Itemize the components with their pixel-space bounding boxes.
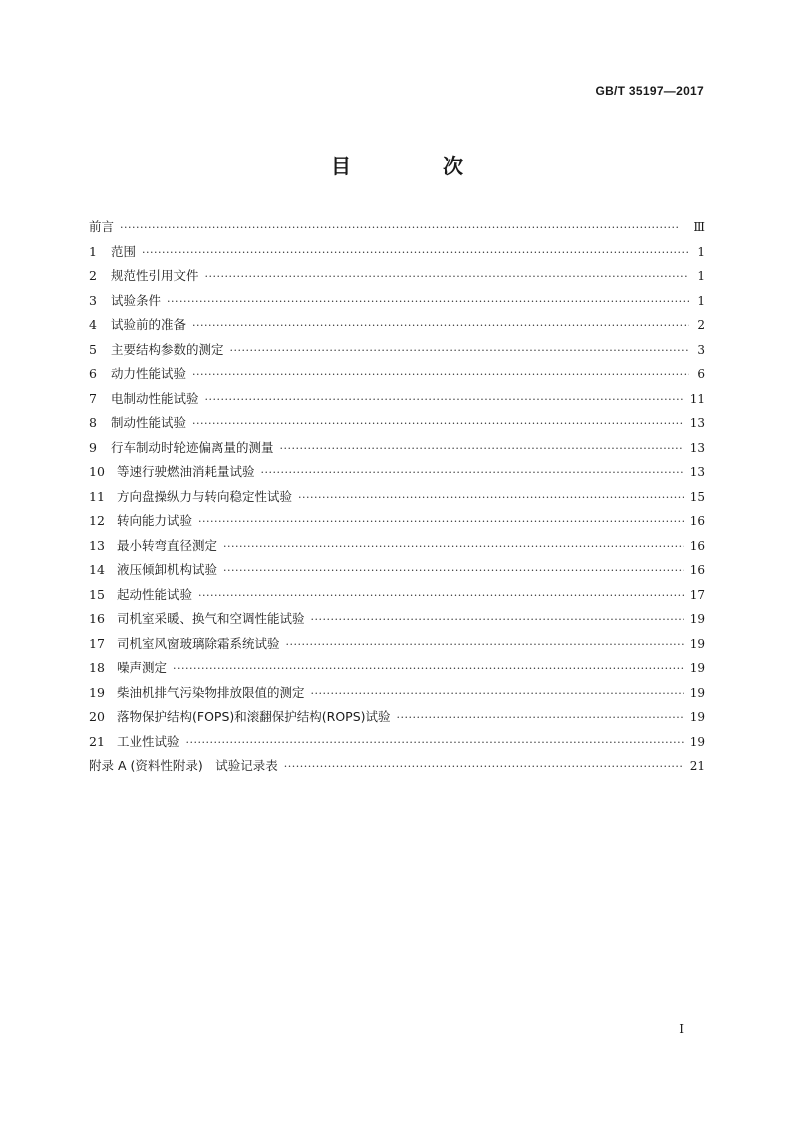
- toc-entry[interactable]: [89, 242, 705, 267]
- toc-entry-number: 2: [89, 268, 97, 283]
- toc-dot-leader: [173, 659, 684, 679]
- toc-entry-number: 9: [89, 439, 97, 455]
- toc-entry-number: 17: [89, 635, 105, 651]
- toc-entry[interactable]: [89, 462, 705, 487]
- toc-dot-leader: [230, 341, 689, 361]
- toc-dot-leader: [311, 684, 684, 704]
- toc-entry[interactable]: [89, 413, 705, 438]
- toc-entry-title: 附录 A (资料性附录) 试验记录表: [89, 758, 278, 773]
- toc-entry-title: 制动性能试验: [111, 415, 187, 430]
- toc-entry-page: 19: [689, 734, 705, 749]
- toc-entry-number: 14: [89, 562, 105, 577]
- toc-entry[interactable]: [89, 634, 705, 659]
- toc-dot-leader: [397, 708, 684, 728]
- toc-entry-title: 噪声测定: [117, 660, 168, 675]
- toc-entry[interactable]: [89, 585, 705, 610]
- toc-entry[interactable]: [89, 560, 705, 585]
- toc-entry-number: 20: [89, 709, 105, 724]
- toc-entry-page: 1: [697, 244, 705, 259]
- toc-entry[interactable]: [89, 291, 705, 316]
- toc-entry-page: 19: [689, 710, 705, 724]
- toc-entry-title: 动力性能试验: [111, 366, 187, 381]
- toc-dot-leader: [192, 365, 689, 385]
- toc-entry[interactable]: [89, 315, 705, 340]
- toc-entry-title: 电制动性能试验: [111, 390, 199, 406]
- toc-entry-page: 16: [689, 514, 705, 528]
- toc-entry-title: 主要结构参数的测定: [111, 341, 224, 357]
- toc-entry[interactable]: [89, 658, 705, 683]
- toc-dot-leader: [223, 537, 684, 557]
- toc-dot-leader: [186, 733, 684, 753]
- toc-entry-title: 规范性引用文件: [111, 268, 199, 283]
- toc-entry-title: 范围: [111, 243, 137, 259]
- toc-entry-title: 最小转弯直径测定: [117, 537, 218, 553]
- toc-dot-leader: [198, 586, 684, 606]
- standard-code: GB/T 35197—2017: [595, 84, 704, 98]
- toc-entry-page: 6: [697, 367, 705, 381]
- toc-entry-number: 1: [89, 243, 97, 259]
- toc-entry-number: 7: [89, 390, 97, 406]
- table-of-contents: [89, 217, 705, 781]
- toc-entry-title: 试验条件: [111, 292, 162, 308]
- toc-entry[interactable]: [89, 683, 705, 708]
- toc-dot-leader: [205, 267, 689, 287]
- toc-entry-page: 13: [689, 440, 705, 455]
- toc-entry-page: 19: [689, 636, 705, 651]
- toc-entry-page: 3: [697, 342, 705, 357]
- toc-entry[interactable]: [89, 487, 705, 512]
- toc-entry-page: 19: [689, 685, 705, 700]
- toc-entry-page: 16: [689, 538, 705, 553]
- toc-entry[interactable]: [89, 266, 705, 291]
- toc-entry-number: 19: [89, 684, 105, 700]
- toc-entry-title: 等速行驶燃油消耗量试验: [117, 464, 255, 479]
- toc-dot-leader: [261, 463, 684, 483]
- toc-entry-page: 21: [689, 759, 705, 773]
- toc-entry-page: 17: [689, 587, 705, 602]
- toc-entry-number: 8: [89, 415, 97, 430]
- toc-dot-leader: [286, 635, 684, 655]
- toc-entry-number: 4: [89, 317, 97, 332]
- toc-dot-leader: [198, 512, 684, 532]
- toc-entry[interactable]: [89, 536, 705, 561]
- toc-entry-page: 15: [689, 489, 705, 504]
- toc-entry-title: 转向能力试验: [117, 513, 193, 528]
- toc-dot-leader: [298, 488, 684, 508]
- toc-entry-title: 液压倾卸机构试验: [117, 562, 218, 577]
- toc-entry-number: 18: [89, 660, 105, 675]
- toc-entry-page: 1: [697, 269, 705, 283]
- toc-entry-page: Ⅲ: [693, 220, 705, 234]
- toc-dot-leader: [223, 561, 684, 581]
- toc-entry-title: 工业性试验: [117, 733, 180, 749]
- page-number: I: [679, 1022, 684, 1036]
- toc-dot-leader: [311, 610, 684, 630]
- toc-dot-leader: [142, 243, 689, 263]
- toc-entry-title: 行车制动时轮迹偏离量的测量: [111, 439, 274, 455]
- toc-entry[interactable]: [89, 609, 705, 634]
- toc-dot-leader: [280, 439, 684, 459]
- toc-entry[interactable]: [89, 732, 705, 757]
- toc-entry[interactable]: [89, 389, 705, 414]
- toc-entry[interactable]: [89, 217, 705, 242]
- toc-entry-title: 落物保护结构(FOPS)和滚翻保护结构(ROPS)试验: [117, 709, 391, 724]
- toc-entry-page: 19: [689, 661, 705, 675]
- toc-entry-number: 5: [89, 341, 97, 357]
- toc-entry-number: 6: [89, 366, 97, 381]
- toc-entry-number: 3: [89, 292, 97, 308]
- toc-entry[interactable]: [89, 438, 705, 463]
- toc-entry[interactable]: [89, 364, 705, 389]
- toc-entry-number: 10: [89, 464, 105, 479]
- toc-entry-page: 13: [689, 416, 705, 430]
- toc-dot-leader: [284, 757, 684, 777]
- toc-entry-number: 21: [89, 733, 105, 749]
- toc-entry-number: 15: [89, 586, 105, 602]
- toc-entry-number: 16: [89, 611, 105, 626]
- toc-entry[interactable]: [89, 511, 705, 536]
- toc-dot-leader: [120, 218, 687, 238]
- page-title: 目 次: [331, 154, 499, 178]
- toc-entry-page: 11: [689, 391, 705, 406]
- toc-entry-page: 13: [689, 465, 705, 479]
- toc-entry[interactable]: [89, 340, 705, 365]
- toc-entry-number: 11: [89, 488, 105, 504]
- toc-entry-title: 方向盘操纵力与转向稳定性试验: [117, 488, 293, 504]
- toc-entry-title: 起动性能试验: [117, 586, 193, 602]
- toc-dot-leader: [192, 316, 689, 336]
- toc-entry-title: 试验前的准备: [111, 317, 187, 332]
- toc-dot-leader: [205, 390, 684, 410]
- toc-entry-page: 19: [689, 612, 705, 626]
- toc-entry-number: 12: [89, 513, 105, 528]
- toc-entry-title: 柴油机排气污染物排放限值的测定: [117, 684, 305, 700]
- toc-entry[interactable]: [89, 756, 705, 781]
- toc-entry-number: 13: [89, 537, 105, 553]
- toc-dot-leader: [192, 414, 684, 434]
- toc-entry-page: 1: [697, 293, 705, 308]
- toc-entry-title: 司机室采暖、换气和空调性能试验: [117, 611, 305, 626]
- toc-entry-title: 司机室风窗玻璃除霜系统试验: [117, 635, 280, 651]
- toc-entry[interactable]: [89, 707, 705, 732]
- toc-entry-page: 2: [697, 318, 705, 332]
- toc-dot-leader: [167, 292, 689, 312]
- toc-entry-title: 前言: [89, 219, 115, 234]
- toc-entry-page: 16: [689, 563, 705, 577]
